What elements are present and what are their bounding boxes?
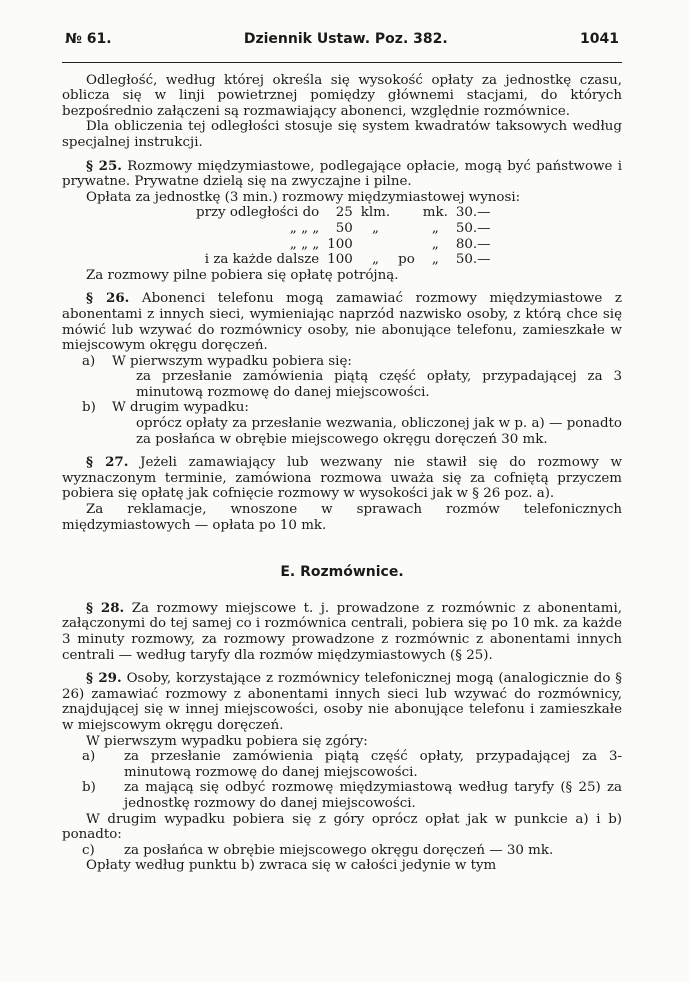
rate-distance: 100 <box>327 252 353 268</box>
item-text: W pierwszym wypadku pobiera się: <box>112 353 352 369</box>
section-28 <box>62 601 622 663</box>
page-header <box>62 32 622 48</box>
section-25-number: § 25. <box>86 157 122 174</box>
rate-per <box>394 237 419 253</box>
rate-distance: 50 <box>335 220 353 236</box>
section-29 <box>62 671 622 733</box>
rate-value: 80.— <box>455 236 491 252</box>
item-text: za posłańca w obrębie miejscowego okręgu doręczeń — 30 mk. <box>124 842 554 858</box>
rate-unit: „ <box>371 252 379 268</box>
section-25-text: Rozmowy międzymiastowe, podlegające opłacie, mogą być państwowe i prywatne. Prywatne dzielą się na zwyczajne i pilne. <box>62 158 622 190</box>
rate-currency: mk. <box>422 205 448 221</box>
section-27-paragraph-2: Za reklamacje, wnoszone w sprawach rozmów telefonicznych międzymiastowych — opłata po 10 mk. <box>62 502 622 533</box>
section-27-number: § 27. <box>86 454 129 471</box>
section-27-text: Jeżeli zamawiający lub wezwany nie stawił się do rozmowy w wyznaczonym terminie, zamówiona rozmowa uważa się za cofniętą przyczem pobiera się opłatę jak cofnięcie rozmowy w wysokości jak w § 26 poz. a). <box>62 455 623 502</box>
rate-value: 50.— <box>455 220 491 236</box>
rate-distance-label: „ „ „ <box>289 220 320 236</box>
rate-table <box>192 205 495 267</box>
rate-row <box>192 237 495 253</box>
rate-value: 50.— <box>455 252 491 268</box>
section-26-item-a <box>62 354 622 370</box>
section-27 <box>62 455 622 502</box>
rate-per <box>394 221 419 237</box>
rate-per <box>394 205 419 221</box>
rate-intro: Opłata za jednostkę (3 min.) rozmowy międzymiastowej wynosi: <box>86 189 521 205</box>
item-text: za przesłanie zamówienia piątą część opłaty, przypadającej za 3-minutową rozmowę do danej miejscowości. <box>124 749 622 780</box>
rate-per: po <box>398 252 415 268</box>
issue-number: № 61. <box>65 31 112 47</box>
rate-distance: 25 <box>335 205 353 221</box>
section-28-number: § 28. <box>86 599 125 616</box>
rate-unit: klm. <box>360 205 391 221</box>
section-26-item-a-detail: za przesłanie zamówienia piątą część opłaty, przypadającej za 3 minutową rozmowę do danej miejscowości. <box>136 369 622 400</box>
section-26 <box>62 291 622 353</box>
section-26-item-b <box>62 400 622 416</box>
page-number: 1041 <box>580 31 619 47</box>
section-29-number: § 29. <box>86 670 122 687</box>
section-26-number: § 26. <box>86 290 130 307</box>
section-29-paragraph-3: W drugim wypadku pobiera się z góry oprócz opłat jak w punkcie a) i b) ponadto: <box>62 811 622 843</box>
section-e-heading: E. Rozmównice. <box>280 564 404 581</box>
rate-currency: „ <box>431 252 439 268</box>
section-26-item-b-detail: oprócz opłaty za przesłanie wezwania, obliczonej jak w p. a) — ponadto za posłańca w obrębie miejscowego okręgu doręczeń 30 mk. <box>136 416 622 447</box>
rate-row <box>192 252 495 268</box>
item-label: a) <box>82 749 96 765</box>
section-29-item-a <box>62 749 622 780</box>
section-28-text: Za rozmowy miejscowe t. j. prowadzone z rozmównic z abonentami, załączonymi do tej samej co i rozmównica centrali, pobiera się po 10 mk. za każde 3 minuty rozmowy, za rozmowy prowadzone z rozmównic z abonentami innych centrali — według taryfy dla rozmów międzymiastowych (§ 25). <box>62 600 622 663</box>
item-label: b) <box>82 780 96 796</box>
item-text: za mającą się odbyć rozmowę międzymiastową według taryfy (§ 25) za jednostkę rozmowy do danej miejscowości. <box>124 780 622 811</box>
rate-value: 30.— <box>455 205 491 221</box>
urgent-rate-note: Za rozmowy pilne pobiera się opłatę potrójną. <box>86 267 399 283</box>
section-29-item-b <box>62 780 622 811</box>
journal-title: Dziennik Ustaw. Poz. 382. <box>243 31 448 47</box>
rate-distance: 100 <box>327 236 353 252</box>
section-29-paragraph-4: Opłaty według punktu b) zwraca się w całości jedynie w tym <box>86 858 497 874</box>
rate-unit: „ <box>371 220 379 236</box>
rate-currency: „ <box>431 220 439 236</box>
rate-distance-label: przy odległości do <box>196 205 320 221</box>
rate-currency: „ <box>431 236 439 252</box>
section-25 <box>62 159 622 190</box>
section-26-text: Abonenci telefonu mogą zamawiać rozmowy międzymiastowe z abonentami z innych sieci, wymieniając naprzód nazwisko osoby, z którą chce się mówić lub wzywać do rozmównicy osoby, nie abonujące telefonu, zamieszkałe w miejscowym okręgu doręczeń. <box>62 291 622 354</box>
rate-distance-label: „ „ „ <box>289 236 320 252</box>
document-page <box>62 32 622 874</box>
section-29-item-c <box>62 843 622 859</box>
item-label: a) <box>82 353 96 369</box>
intro-paragraph-1: Odległość, według której określa się wysokość opłaty za jednostkę czasu, oblicza się w linji powietrznej pomiędzy głównemi stacjami, do których bezpośrednio załączeni są rozmawiający abonenci, względnie rozmównice. <box>62 72 622 119</box>
rate-row <box>192 221 495 237</box>
section-29-text: Osoby, korzystające z rozmównicy telefonicznej mogą (analogicznie do § 26) zamawiać rozmowy z abonentami innych sieci lub wzywać do rozmównicy, znajdującej się w innej miejscowości, osoby nie abonujące telefonu i zamieszkałe w miejscowym okręgu doręczeń. <box>62 671 622 733</box>
rate-row <box>192 205 495 221</box>
rate-distance-label: i za każde dalsze <box>204 252 320 268</box>
intro-paragraph-2: Dla obliczenia tej odległości stosuje się system kwadratów taksowych według specjalnej instrukcji. <box>62 119 622 150</box>
item-label: b) <box>82 400 96 416</box>
section-29-paragraph-2: W pierwszym wypadku pobiera się zgóry: <box>86 733 368 749</box>
header-rule <box>62 62 622 63</box>
item-text: W drugim wypadku: <box>112 400 249 416</box>
rate-unit <box>357 237 394 253</box>
item-label: c) <box>82 842 95 858</box>
